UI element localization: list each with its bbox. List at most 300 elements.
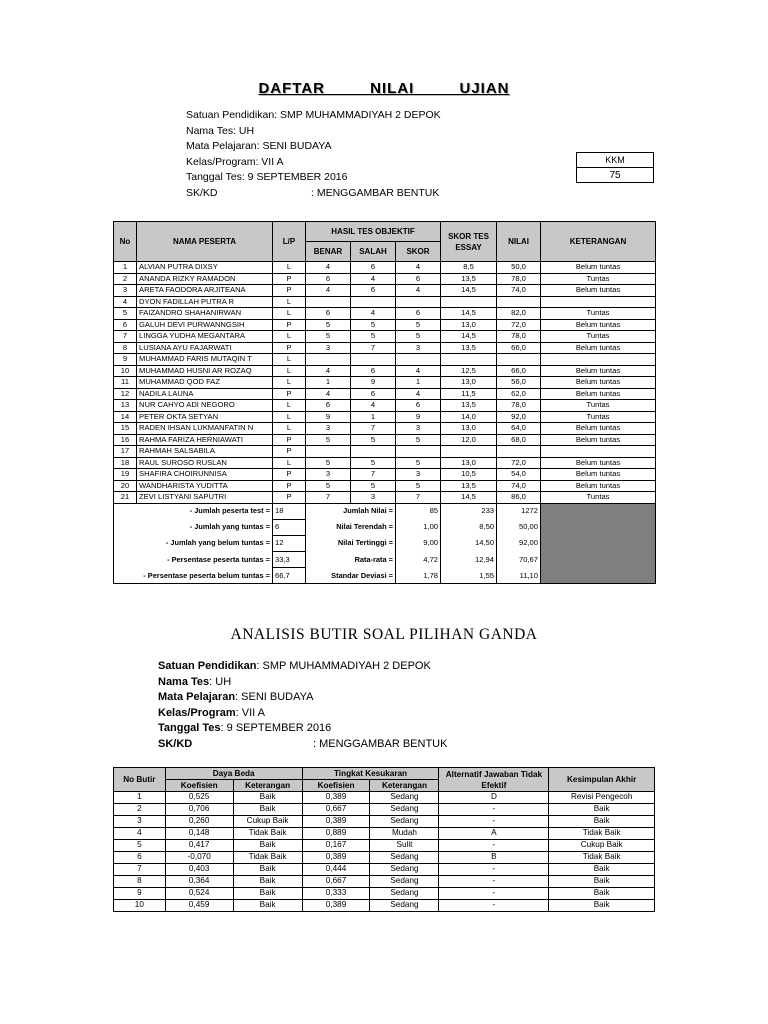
cell-ting-koef: 0,889 xyxy=(302,828,370,840)
cell-skor: 4 xyxy=(396,285,441,297)
cell-benar: 6 xyxy=(306,400,351,412)
summary-stat-essay: 8,50 xyxy=(441,519,497,535)
cell-alt: D xyxy=(439,792,549,804)
cell-no: 19 xyxy=(114,469,137,481)
cell-ting-ket: Sedang xyxy=(370,876,439,888)
table-row xyxy=(114,876,655,888)
cell-keterangan xyxy=(541,296,656,308)
cell-no: 13 xyxy=(114,400,137,412)
cell-lp: L xyxy=(273,400,306,412)
cell-skor xyxy=(396,296,441,308)
info2-kelas-value: : VII A xyxy=(235,706,266,719)
cell-essay: 14,5 xyxy=(441,285,497,297)
cell-ting-koef: 0,389 xyxy=(302,900,370,912)
info2-tanggal-label: Tanggal Tes xyxy=(158,722,221,735)
cell-essay: 13,0 xyxy=(441,457,497,469)
cell-skor: 5 xyxy=(396,434,441,446)
cell-nama: MUHAMMAD QOD FAZ xyxy=(137,377,273,389)
cell-nama: SHAFIRA CHOIRUNNISA xyxy=(137,469,273,481)
table-row xyxy=(114,864,655,876)
cell-kesimpulan: Baik xyxy=(549,804,655,816)
cell-lp: P xyxy=(273,446,306,458)
cell-nilai: 66,0 xyxy=(497,342,541,354)
cell-benar: 6 xyxy=(306,273,351,285)
header2-daya-koef: Koefisien xyxy=(165,780,233,792)
cell-keterangan: Tuntas xyxy=(541,411,656,423)
cell-lp: L xyxy=(273,331,306,343)
page-title: DAFTAR NILAI UJIAN xyxy=(258,80,510,97)
header2-daya-ket: Keterangan xyxy=(233,780,302,792)
summary-stat-skor: 4,72 xyxy=(396,552,441,568)
cell-alt: A xyxy=(439,828,549,840)
cell-daya-koef: 0,148 xyxy=(165,828,233,840)
cell-alt: - xyxy=(439,900,549,912)
cell-no: 20 xyxy=(114,480,137,492)
cell-benar: 6 xyxy=(306,308,351,320)
cell-salah: 7 xyxy=(351,423,396,435)
cell-benar: 5 xyxy=(306,319,351,331)
cell-benar: 4 xyxy=(306,285,351,297)
cell-no: 17 xyxy=(114,446,137,458)
cell-daya-ket: Tidak Baik xyxy=(233,828,302,840)
header2-kes: Kesimpulan Akhir xyxy=(549,768,655,792)
cell-ting-koef: 0,389 xyxy=(302,816,370,828)
table-row xyxy=(114,816,655,828)
info2-sk-value: : MENGGAMBAR BENTUK xyxy=(313,737,448,750)
cell-salah: 6 xyxy=(351,365,396,377)
cell-nama: MUHAMMAD FARIS MUTAQIN T xyxy=(137,354,273,366)
header-skor: SKOR xyxy=(396,242,441,262)
cell-no: 3 xyxy=(114,285,137,297)
cell-skor: 3 xyxy=(396,423,441,435)
cell-skor: 5 xyxy=(396,457,441,469)
cell-alt: - xyxy=(439,804,549,816)
header-lp: L/P xyxy=(273,222,306,262)
cell-nilai: 54,0 xyxy=(497,469,541,481)
table-row xyxy=(114,840,655,852)
cell-nama: RAHMA FARIZA HERNIAWATI xyxy=(137,434,273,446)
info-sk-value: : MENGGAMBAR BENTUK xyxy=(311,186,440,199)
cell-salah: 3 xyxy=(351,492,396,504)
cell-keterangan: Tuntas xyxy=(541,308,656,320)
cell-no: 3 xyxy=(114,816,166,828)
cell-no: 18 xyxy=(114,457,137,469)
cell-nama: NADILA LAUNA xyxy=(137,388,273,400)
cell-nama: ALVIAN PUTRA DIXSY xyxy=(137,262,273,274)
cell-keterangan: Belum tuntas xyxy=(541,285,656,297)
summary-label: - Jumlah yang belum tuntas = xyxy=(114,535,273,551)
cell-no: 8 xyxy=(114,876,166,888)
table-row xyxy=(114,469,656,481)
info-tanggal: Tanggal Tes: 9 SEPTEMBER 2016 xyxy=(186,171,348,183)
cell-daya-koef: 0,524 xyxy=(165,888,233,900)
cell-no: 10 xyxy=(114,900,166,912)
cell-skor xyxy=(396,354,441,366)
table-row xyxy=(114,354,656,366)
cell-nama: RAHMAH SALSABILA xyxy=(137,446,273,458)
cell-essay: 14,5 xyxy=(441,308,497,320)
cell-no: 16 xyxy=(114,434,137,446)
cell-benar: 7 xyxy=(306,492,351,504)
summary-stat-nilai: 1272 xyxy=(497,503,541,519)
analysis-table xyxy=(113,767,655,912)
cell-ting-ket: Sedang xyxy=(370,792,439,804)
cell-nilai: 68,0 xyxy=(497,434,541,446)
header-hasil: HASIL TES OBJEKTIF xyxy=(306,222,441,242)
summary-stat-essay: 14,50 xyxy=(441,535,497,551)
cell-daya-ket: Baik xyxy=(233,840,302,852)
analysis-title: ANALISIS BUTIR SOAL PILIHAN GANDA xyxy=(230,626,538,643)
cell-kesimpulan: Tidak Baik xyxy=(549,852,655,864)
cell-lp: P xyxy=(273,273,306,285)
cell-daya-ket: Baik xyxy=(233,900,302,912)
table-row xyxy=(114,273,656,285)
cell-benar: 1 xyxy=(306,377,351,389)
cell-benar: 4 xyxy=(306,262,351,274)
header2-alt: Alternatif Jawaban Tidak Efektif xyxy=(439,768,549,792)
cell-no: 6 xyxy=(114,319,137,331)
cell-keterangan: Belum tuntas xyxy=(541,423,656,435)
cell-lp: L xyxy=(273,296,306,308)
info2-mapel-value: : SENI BUDAYA xyxy=(235,691,314,704)
cell-daya-koef: -0,070 xyxy=(165,852,233,864)
cell-lp: L xyxy=(273,308,306,320)
cell-no: 2 xyxy=(114,273,137,285)
cell-daya-koef: 0,260 xyxy=(165,816,233,828)
cell-nilai: 74,0 xyxy=(497,480,541,492)
cell-lp: L xyxy=(273,262,306,274)
cell-essay: 13,0 xyxy=(441,319,497,331)
summary-label: - Jumlah peserta test = xyxy=(114,503,273,519)
cell-skor: 6 xyxy=(396,308,441,320)
cell-ting-koef: 0,333 xyxy=(302,888,370,900)
cell-no: 9 xyxy=(114,354,137,366)
summary-stat-nilai: 11,10 xyxy=(497,568,541,584)
cell-lp: P xyxy=(273,434,306,446)
cell-skor: 1 xyxy=(396,377,441,389)
grades-table xyxy=(113,221,656,584)
summary-stat-label: Jumlah Nilai = xyxy=(306,503,396,519)
info2-tanggal-value: : 9 SEPTEMBER 2016 xyxy=(220,722,332,735)
info2-nama-label: Nama Tes xyxy=(158,675,210,688)
cell-lp: P xyxy=(273,388,306,400)
summary-stat-label: Nilai Tertinggi = xyxy=(337,538,393,548)
cell-kesimpulan: Cukup Baik xyxy=(549,840,655,852)
table-row xyxy=(114,446,656,458)
table-row xyxy=(114,434,656,446)
cell-daya-ket: Baik xyxy=(233,888,302,900)
cell-no: 1 xyxy=(114,792,166,804)
summary-stat-nilai: 92,00 xyxy=(497,535,541,551)
table-row xyxy=(114,377,656,389)
info2-satuan-value: : SMP MUHAMMADIYAH 2 DEPOK xyxy=(256,660,431,672)
cell-keterangan: Belum tuntas xyxy=(541,434,656,446)
cell-alt: - xyxy=(439,876,549,888)
summary-stat-label: Rata-rata = xyxy=(354,554,393,564)
cell-nama: ZEVI LISTYANI SAPUTRI xyxy=(137,492,273,504)
kkm-label: KKM xyxy=(577,153,654,168)
cell-salah: 6 xyxy=(351,285,396,297)
cell-keterangan: Belum tuntas xyxy=(541,365,656,377)
cell-essay: 13,0 xyxy=(441,423,497,435)
info2-satuan-label: Satuan Pendidikan xyxy=(158,660,257,672)
cell-nilai: 72,0 xyxy=(497,457,541,469)
table-row xyxy=(114,285,656,297)
cell-salah: 4 xyxy=(351,308,396,320)
cell-skor: 3 xyxy=(396,469,441,481)
cell-ting-koef: 0,667 xyxy=(302,876,370,888)
header-salah: SALAH xyxy=(351,242,396,262)
cell-essay: 12,0 xyxy=(441,434,497,446)
cell-kesimpulan: Baik xyxy=(549,888,655,900)
cell-no: 4 xyxy=(114,296,137,308)
cell-kesimpulan: Baik xyxy=(549,864,655,876)
cell-salah: 5 xyxy=(351,331,396,343)
header-keterangan: KETERANGAN xyxy=(541,222,656,262)
cell-nilai: 74,0 xyxy=(497,285,541,297)
cell-no: 14 xyxy=(114,411,137,423)
cell-nilai: 78,0 xyxy=(497,331,541,343)
cell-lp: P xyxy=(273,469,306,481)
cell-essay: 13,5 xyxy=(441,480,497,492)
cell-nilai: 66,0 xyxy=(497,365,541,377)
cell-benar: 5 xyxy=(306,480,351,492)
cell-daya-ket: Tidak Baik xyxy=(233,852,302,864)
table-row xyxy=(114,308,656,320)
cell-skor: 3 xyxy=(396,342,441,354)
cell-essay: 13,5 xyxy=(441,342,497,354)
cell-lp: P xyxy=(273,480,306,492)
cell-lp: P xyxy=(273,319,306,331)
cell-salah: 6 xyxy=(351,388,396,400)
cell-skor: 5 xyxy=(396,319,441,331)
table-row xyxy=(114,319,656,331)
summary-stat-label: Standar Deviasi = xyxy=(306,568,396,584)
cell-nilai: 56,0 xyxy=(497,377,541,389)
cell-keterangan: Belum tuntas xyxy=(541,457,656,469)
cell-salah: 9 xyxy=(351,377,396,389)
cell-nilai: 78,0 xyxy=(497,400,541,412)
info-sk-label: SK/KD xyxy=(186,186,218,199)
analysis-info xyxy=(158,659,447,753)
cell-benar: 5 xyxy=(306,457,351,469)
cell-essay xyxy=(441,446,497,458)
cell-kesimpulan: Tidak Baik xyxy=(549,828,655,840)
cell-ting-ket: Sedang xyxy=(370,852,439,864)
table-row xyxy=(114,400,656,412)
cell-daya-koef: 0,403 xyxy=(165,864,233,876)
table-row xyxy=(114,296,656,308)
cell-essay: 12,5 xyxy=(441,365,497,377)
cell-nama: NUR CAHYO ADI NEGORO xyxy=(137,400,273,412)
header2-ting-ket: Keterangan xyxy=(370,780,439,792)
cell-skor: 4 xyxy=(396,388,441,400)
table-row xyxy=(114,423,656,435)
table-row xyxy=(114,480,656,492)
summary-stat-essay: 1,55 xyxy=(441,568,497,584)
cell-ting-koef: 0,389 xyxy=(302,792,370,804)
cell-ting-ket: Sedang xyxy=(370,900,439,912)
cell-salah xyxy=(351,446,396,458)
cell-lp: P xyxy=(273,285,306,297)
cell-no: 2 xyxy=(114,804,166,816)
table-row xyxy=(114,457,656,469)
info-sk xyxy=(186,186,441,202)
header2-daya: Daya Beda xyxy=(165,768,302,780)
cell-skor: 6 xyxy=(396,273,441,285)
info2-kelas-label: Kelas/Program xyxy=(158,706,236,719)
cell-nilai: 72,0 xyxy=(497,319,541,331)
cell-daya-ket: Baik xyxy=(233,804,302,816)
cell-no: 15 xyxy=(114,423,137,435)
cell-kesimpulan: Baik xyxy=(549,876,655,888)
header2-tingkat: Tingkat Kesukaran xyxy=(302,768,439,780)
cell-kesimpulan: Baik xyxy=(549,816,655,828)
cell-essay: 10,5 xyxy=(441,469,497,481)
cell-salah xyxy=(351,354,396,366)
cell-benar: 5 xyxy=(306,434,351,446)
cell-no: 5 xyxy=(114,308,137,320)
summary-stat-essay: 12,94 xyxy=(441,552,497,568)
info2-nama-value: : UH xyxy=(209,675,232,688)
cell-daya-koef: 0,706 xyxy=(165,804,233,816)
table-row xyxy=(114,365,656,377)
cell-nilai: 92,0 xyxy=(497,411,541,423)
cell-ting-ket: Sedang xyxy=(370,816,439,828)
summary-value: 66,7 xyxy=(273,568,306,584)
cell-nilai: 50,0 xyxy=(497,262,541,274)
cell-daya-ket: Cukup Baik xyxy=(233,816,302,828)
cell-benar: 4 xyxy=(306,365,351,377)
cell-nama: ARETA FAODORA ARJITEANA xyxy=(137,285,273,297)
summary-stat-skor: 9,00 xyxy=(396,535,441,551)
cell-ting-ket: Sulit xyxy=(370,840,439,852)
cell-keterangan: Belum tuntas xyxy=(541,262,656,274)
cell-keterangan: Tuntas xyxy=(541,492,656,504)
cell-ting-koef: 0,389 xyxy=(302,852,370,864)
cell-essay: 13,5 xyxy=(441,273,497,285)
cell-ting-koef: 0,667 xyxy=(302,804,370,816)
cell-keterangan: Belum tuntas xyxy=(541,480,656,492)
header-essay: SKOR TES ESSAY xyxy=(441,222,497,262)
header-no: No xyxy=(114,222,137,262)
cell-nama: RAUL SUROSO RUSLAN xyxy=(137,457,273,469)
cell-no: 6 xyxy=(114,852,166,864)
cell-benar: 9 xyxy=(306,411,351,423)
summary-row xyxy=(114,503,656,519)
info-nama-tes: Nama Tes: UH xyxy=(186,124,255,137)
table-row xyxy=(114,331,656,343)
cell-kesimpulan: Revisi Pengecoh xyxy=(549,792,655,804)
header-nilai: NILAI xyxy=(497,222,541,262)
cell-lp: L xyxy=(273,457,306,469)
cell-alt: - xyxy=(439,864,549,876)
cell-essay: 13,5 xyxy=(441,400,497,412)
cell-skor xyxy=(396,446,441,458)
cell-no: 1 xyxy=(114,262,137,274)
cell-no: 4 xyxy=(114,828,166,840)
cell-ting-ket: Mudah xyxy=(370,828,439,840)
cell-nilai xyxy=(497,446,541,458)
table-row xyxy=(114,792,655,804)
cell-essay xyxy=(441,354,497,366)
cell-kesimpulan: Baik xyxy=(549,900,655,912)
summary-stat-skor: 1,00 xyxy=(396,519,441,535)
table-row xyxy=(114,411,656,423)
cell-ting-ket: Sedang xyxy=(370,888,439,900)
summary-label: - Persentase peserta belum tuntas = xyxy=(114,568,273,584)
cell-alt: B xyxy=(439,852,549,864)
cell-keterangan: Tuntas xyxy=(541,331,656,343)
kkm-box xyxy=(576,152,654,183)
cell-benar: 3 xyxy=(306,342,351,354)
cell-no: 7 xyxy=(114,331,137,343)
summary-value: 33,3 xyxy=(273,552,306,568)
cell-nama: LUSIANA AYU FAJARWATI xyxy=(137,342,273,354)
cell-skor: 5 xyxy=(396,480,441,492)
cell-no: 11 xyxy=(114,377,137,389)
cell-alt: - xyxy=(439,888,549,900)
cell-benar: 5 xyxy=(306,331,351,343)
summary-stat-nilai: 50,00 xyxy=(497,519,541,535)
cell-benar xyxy=(306,446,351,458)
cell-no: 12 xyxy=(114,388,137,400)
summary-label: - Jumlah yang tuntas = xyxy=(114,519,273,535)
cell-nama: LINGGA YUDHA MEGANTARA xyxy=(137,331,273,343)
cell-keterangan: Belum tuntas xyxy=(541,377,656,389)
cell-salah: 5 xyxy=(351,434,396,446)
cell-essay: 11,5 xyxy=(441,388,497,400)
cell-essay: 14,0 xyxy=(441,411,497,423)
cell-salah: 4 xyxy=(351,273,396,285)
cell-nilai: 86,0 xyxy=(497,492,541,504)
cell-benar: 3 xyxy=(306,423,351,435)
test-info xyxy=(186,108,441,201)
cell-salah: 1 xyxy=(351,411,396,423)
cell-alt: - xyxy=(439,816,549,828)
cell-ting-ket: Sedang xyxy=(370,864,439,876)
cell-salah: 4 xyxy=(351,400,396,412)
cell-lp: L xyxy=(273,411,306,423)
table-row xyxy=(114,900,655,912)
cell-lp: P xyxy=(273,492,306,504)
cell-benar xyxy=(306,296,351,308)
cell-essay: 14,5 xyxy=(441,331,497,343)
cell-nama: GALUH DEVI PURWANNGSIH xyxy=(137,319,273,331)
info-kelas: Kelas/Program: VII A xyxy=(186,155,284,168)
cell-essay: 8,5 xyxy=(441,262,497,274)
cell-essay xyxy=(441,296,497,308)
cell-nilai: 82,0 xyxy=(497,308,541,320)
cell-nama: FAIZANDRO SHAHANIRWAN xyxy=(137,308,273,320)
cell-benar: 4 xyxy=(306,388,351,400)
cell-salah: 5 xyxy=(351,319,396,331)
cell-nama: MUHAMMAD HUSNI AR ROZAQ xyxy=(137,365,273,377)
cell-lp: L xyxy=(273,377,306,389)
cell-benar: 3 xyxy=(306,469,351,481)
cell-keterangan xyxy=(541,446,656,458)
cell-no: 9 xyxy=(114,888,166,900)
table-row xyxy=(114,852,655,864)
info-mapel: Mata Pelajaran: SENI BUDAYA xyxy=(186,140,332,152)
cell-ting-koef: 0,444 xyxy=(302,864,370,876)
table-row xyxy=(114,804,655,816)
header-nama: NAMA PESERTA xyxy=(137,222,273,262)
cell-ting-koef: 0,167 xyxy=(302,840,370,852)
cell-essay: 13,0 xyxy=(441,377,497,389)
cell-daya-ket: Baik xyxy=(233,792,302,804)
header2-ting-koef: Koefisien xyxy=(302,780,370,792)
